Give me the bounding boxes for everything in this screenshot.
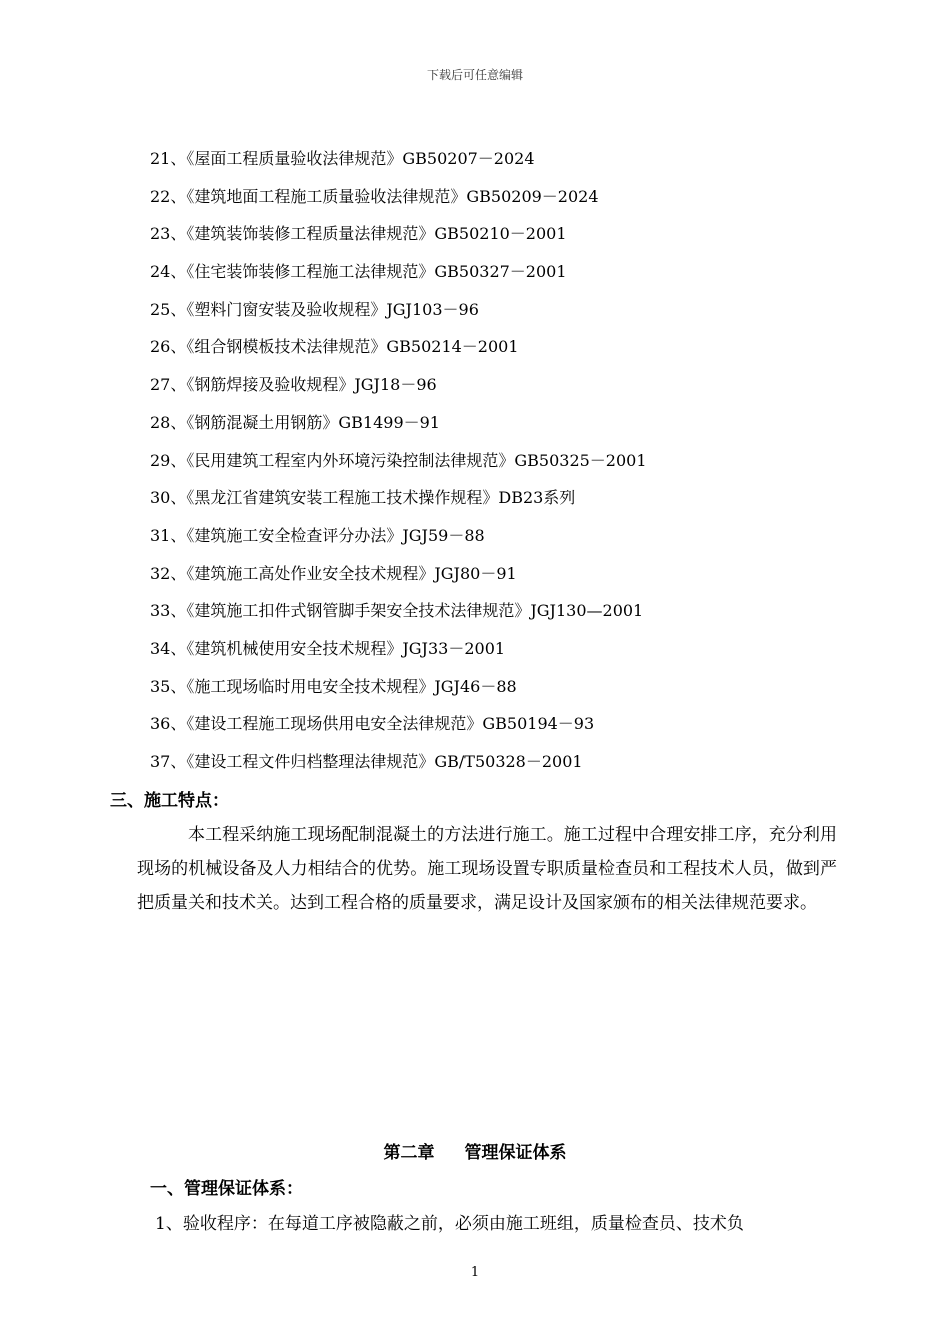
numbered-paragraph: 1、验收程序：在每道工序被隐蔽之前，必须由施工班组，质量检查员、技术负 <box>155 1214 744 1234</box>
reference-item: 29、《民用建筑工程室内外环境污染控制法律规范》GB50325－2001 <box>150 450 647 470</box>
section-heading: 三、施工特点： <box>110 791 229 811</box>
section-paragraph: 本工程采纳施工现场配制混凝土的方法进行施工。施工过程中合理安排工序，充分利用现场的机械设备及人力相结合的优势。施工现场设置专职质量检查员和工程技术人员，做到严把质量关和技术关。达到工程合格的质量要求，满足设计及国家颁布的相关法律规范要求。 <box>137 825 837 913</box>
reference-item: 30、《黑龙江省建筑安装工程施工技术操作规程》DB23系列 <box>150 488 576 508</box>
reference-list <box>150 146 870 787</box>
chapter-number: 第二章 <box>383 1143 435 1163</box>
subsection-heading: 一、管理保证体系： <box>150 1179 303 1199</box>
reference-item: 25、《塑料门窗安装及验收规程》JGJ103－96 <box>150 299 479 319</box>
reference-item: 22、《建筑地面工程施工质量验收法律规范》GB50209－2024 <box>150 186 599 206</box>
reference-item: 24、《住宅装饰装修工程施工法律规范》GB50327－2001 <box>150 262 567 282</box>
chapter-title: 管理保证体系 <box>464 1143 567 1163</box>
reference-item: 21、《屋面工程质量验收法律规范》GB50207－2024 <box>150 149 535 168</box>
page-header: 下载后可任意编辑 <box>426 68 523 82</box>
reference-item: 23、《建筑装饰装修工程质量法律规范》GB50210－2001 <box>150 224 567 244</box>
reference-item: 26、《组合钢模板技术法律规范》GB50214－2001 <box>150 337 519 357</box>
reference-item: 37、《建设工程文件归档整理法律规范》GB/T50328－2001 <box>150 752 583 771</box>
reference-item: 27、《钢筋焊接及验收规程》JGJ18－96 <box>150 375 437 395</box>
chapter-heading <box>0 1138 950 1163</box>
reference-item: 35、《施工现场临时用电安全技术规程》JGJ46－88 <box>150 676 517 696</box>
page-number: 1 <box>470 1265 480 1280</box>
reference-item: 33、《建筑施工扣件式钢管脚手架安全技术法律规范》JGJ130—2001 <box>150 601 644 621</box>
reference-item: 28、《钢筋混凝土用钢筋》GB1499－91 <box>150 412 440 432</box>
reference-item: 34、《建筑机械使用安全技术规程》JGJ33－2001 <box>150 638 506 658</box>
reference-item: 31、《建筑施工安全检查评分办法》JGJ59－88 <box>150 525 485 545</box>
reference-item: 36、《建设工程施工现场供用电安全法律规范》GB50194－93 <box>150 714 595 734</box>
reference-item: 32、《建筑施工高处作业安全技术规程》JGJ80－91 <box>150 563 517 583</box>
